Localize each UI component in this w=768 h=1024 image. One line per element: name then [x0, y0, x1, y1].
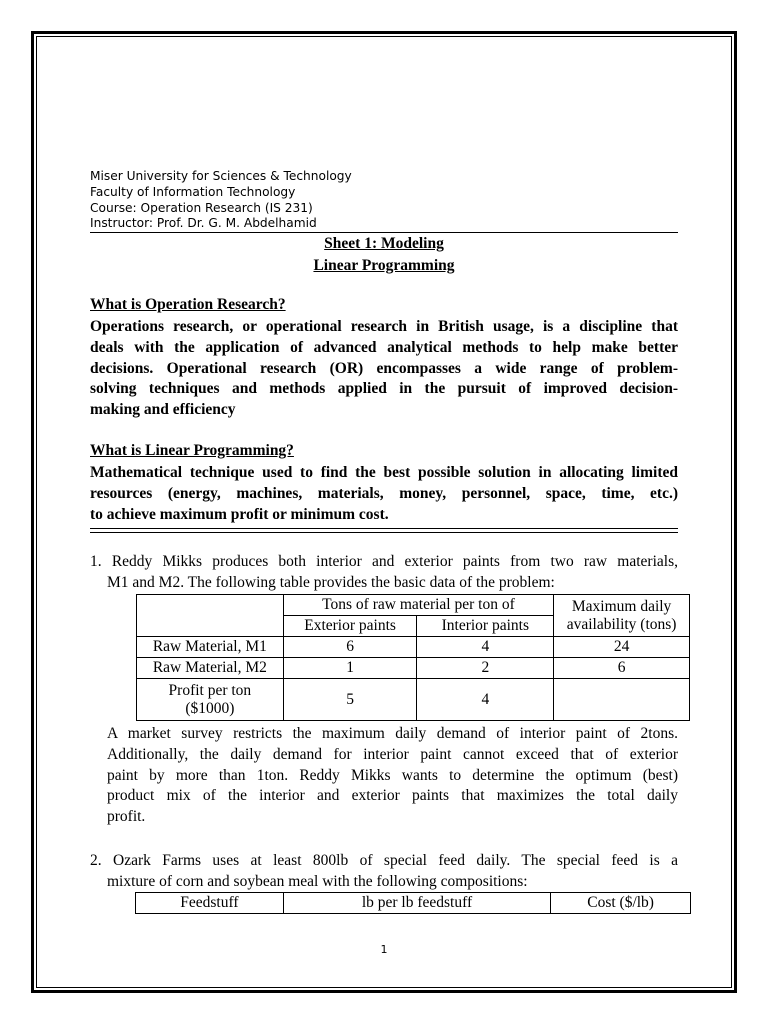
operation-research-paragraph — [90, 317, 678, 421]
problem-line: mixture of corn and soybean meal with the following compositions: — [107, 872, 528, 890]
faculty-name: Faculty of Information Technology — [90, 184, 296, 199]
raw-material-group-header: Tons of raw material per ton of — [283, 595, 553, 616]
table-corner-cell — [137, 595, 284, 637]
max-availability-header — [554, 595, 690, 637]
problem-2-intro — [90, 851, 678, 893]
problem-line: 2. Ozark Farms uses at least 800lb of special feed daily. The special feed is a — [90, 852, 678, 869]
row-label: Raw Material, M2 — [137, 658, 284, 679]
reddy-mikks-table — [136, 594, 690, 721]
paragraph-line: to achieve maximum profit or minimum cost. — [90, 505, 389, 523]
profit-label-line: Profit per ton — [168, 681, 252, 699]
max-availability-header-line: availability (tons) — [566, 615, 677, 633]
row-label: Raw Material, M1 — [137, 637, 284, 658]
interior-paints-header: Interior paints — [417, 616, 554, 637]
university-name: Miser University for Sciences & Technology — [90, 169, 352, 183]
problem-line: product mix of the interior and exterior paints that maximizes the total daily — [107, 787, 678, 805]
paragraph-line: decisions. Operational research (OR) encompasses a wide range of problem- — [90, 359, 678, 377]
max-value: 6 — [554, 658, 690, 679]
problem-line: paint by more than 1ton. Reddy Mikks wants to determine the optimum (best) — [107, 766, 678, 784]
problem-line: Additionally, the daily demand for interior paint cannot exceed that of exterior — [107, 745, 678, 763]
sheet-subtitle: Linear Programming — [313, 257, 455, 274]
paragraph-line: Mathematical technique used to find the best possible solution in allocating limited — [90, 464, 678, 481]
row-label — [137, 679, 284, 721]
exterior-value: 5 — [283, 679, 417, 721]
ozark-farms-table — [135, 892, 691, 914]
linear-programming-heading: What is Linear Programming? — [90, 442, 294, 459]
paragraph-line: solving techniques and methods applied in the pursuit of improved decision- — [90, 380, 678, 398]
paragraph-line: making and efficiency — [90, 401, 236, 419]
problem-line: A market survey restricts the maximum daily demand of interior paint of 2tons. — [107, 725, 678, 742]
lb-per-lb-header: lb per lb feedstuff — [283, 893, 550, 914]
problem-line: M1 and M2. The following table provides the basic data of the problem: — [107, 573, 555, 591]
section-divider — [90, 528, 678, 533]
exterior-paints-header: Exterior paints — [283, 616, 417, 637]
page-number: 1 — [380, 943, 388, 956]
operation-research-heading: What is Operation Research? — [90, 296, 286, 313]
interior-value: 4 — [417, 679, 554, 721]
exterior-value: 6 — [283, 637, 417, 658]
paragraph-line: deals with the application of advanced analytical methods to help make better — [90, 338, 678, 356]
course-name: Course: Operation Research (IS 231) — [90, 200, 313, 215]
paragraph-line: resources (energy, machines, materials, money, personnel, space, time, etc.) — [90, 484, 678, 502]
interior-value: 4 — [417, 637, 554, 658]
paragraph-line: Operations research, or operational research in British usage, is a discipline that — [90, 318, 678, 335]
linear-programming-paragraph — [90, 463, 678, 525]
exterior-value: 1 — [283, 658, 417, 679]
header-rule — [90, 232, 678, 233]
feedstuff-header: Feedstuff — [136, 893, 284, 914]
document-header — [90, 169, 678, 232]
max-value: 24 — [554, 637, 690, 658]
sheet-title: Sheet 1: Modeling — [324, 235, 444, 252]
table-row — [137, 637, 690, 658]
problem-line: 1. Reddy Mikks produces both interior and exterior paints from two raw materials, — [90, 553, 678, 570]
profit-label-line: ($1000) — [185, 699, 235, 717]
problem-1-description — [107, 724, 678, 828]
max-value — [554, 679, 690, 721]
interior-value: 2 — [417, 658, 554, 679]
problem-1-intro — [90, 552, 678, 594]
table-row — [137, 679, 690, 721]
instructor-name: Instructor: Prof. Dr. G. M. Abdelhamid — [90, 216, 317, 231]
table-row — [137, 658, 690, 679]
cost-header: Cost ($/lb) — [551, 893, 691, 914]
max-availability-header-line: Maximum daily — [571, 597, 672, 615]
problem-line: profit. — [107, 808, 146, 826]
